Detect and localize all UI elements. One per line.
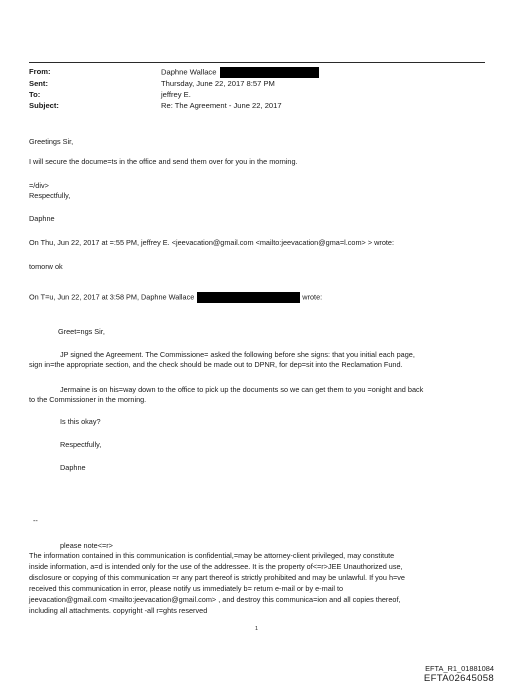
bates-id-small: EFTA_R1_01881084 xyxy=(425,664,494,673)
quoted-greeting: Greet=ngs Sir, xyxy=(58,327,105,336)
quoted-line-jermaine-2: to the Commissioner in the morning. xyxy=(29,395,147,404)
header-divider xyxy=(29,62,485,63)
closing-respectfully: Respectfully, xyxy=(29,191,71,200)
separator-dashes: -- xyxy=(33,516,38,525)
redaction-bar xyxy=(220,67,319,78)
to-value: jeffrey E. xyxy=(161,90,191,99)
quoted-signature: Daphne xyxy=(60,463,86,472)
quoted-closing: Respectfully, xyxy=(60,440,102,449)
subject-value: Re: The Agreement - June 22, 2017 xyxy=(161,101,282,110)
quoted-line-jermaine-1: Jermaine is on his=way down to the office to pick up the documents so we can get them to you =onight and back xyxy=(60,385,424,394)
quoted-reply: tomorw ok xyxy=(29,262,63,271)
disclaimer-line-6: including all attachments. copyright -all r=ghts reserved xyxy=(29,606,208,615)
from-label: From: xyxy=(29,67,51,76)
body-line-secure: I will secure the docume=ts in the office and send them over for you in the morning. xyxy=(29,157,298,166)
quoted-line-jp-1: JP signed the Agreement. The Commissione= asked the following before she signs: that you initial each page, xyxy=(60,350,415,359)
bates-id-large: EFTA02645058 xyxy=(423,673,494,684)
quoted-header-tu-start: On T=u, Jun 22, 2017 at 3:58 PM, Daphne Wallace xyxy=(29,292,195,302)
quoted-line-jp-2: sign in=the appropriate section, and the check should be made out to DPNR, for dep=sit into the Reclamation Fund. xyxy=(29,360,403,369)
disclaimer-line-1: The information contained in this communication is confidential,=may be attorney-client privileged, may constitute xyxy=(29,551,395,560)
disclaimer-line-5: jeevacation@gmail.com <mailto:jeevacation@gmail.com> , and destroy this communica=ion and all copies thereof, xyxy=(29,595,401,604)
redaction-bar xyxy=(197,292,300,303)
greeting: Greetings Sir, xyxy=(29,137,74,146)
quoted-question: Is this okay? xyxy=(60,417,101,426)
page-number: 1 xyxy=(255,626,259,632)
to-label: To: xyxy=(29,90,41,99)
sent-value: Thursday, June 22, 2017 8:57 PM xyxy=(161,79,275,88)
quoted-header-thu: On Thu, Jun 22, 2017 at =:55 PM, jeffrey E. <jeevacation@gmail.com <mailto:jeevacation@gma=l.com> > wrote: xyxy=(29,238,394,247)
disclaimer-note: please note<=r> xyxy=(60,541,113,550)
quoted-header-tu-end: wrote: xyxy=(302,292,323,302)
from-value: Daphne Wallace xyxy=(161,67,217,77)
body-line-div: =/div> xyxy=(29,181,49,190)
disclaimer-line-2: inside information, a=d is intended only for the use of the addressee. It is the property of<=r>JEE Unauthorized use, xyxy=(29,562,403,571)
sent-label: Sent: xyxy=(29,79,48,88)
disclaimer-line-4: received this communication in error, please notify us immediately b= return e-mail or by e-mail to xyxy=(29,584,344,593)
subject-label: Subject: xyxy=(29,101,59,110)
quoted-header-tu xyxy=(29,292,322,303)
disclaimer-line-3: disclosure or copying of this communication =r any part thereof is strictly prohibited and may be unlawful. If you h=ve xyxy=(29,573,405,582)
signature-daphne: Daphne xyxy=(29,214,55,223)
